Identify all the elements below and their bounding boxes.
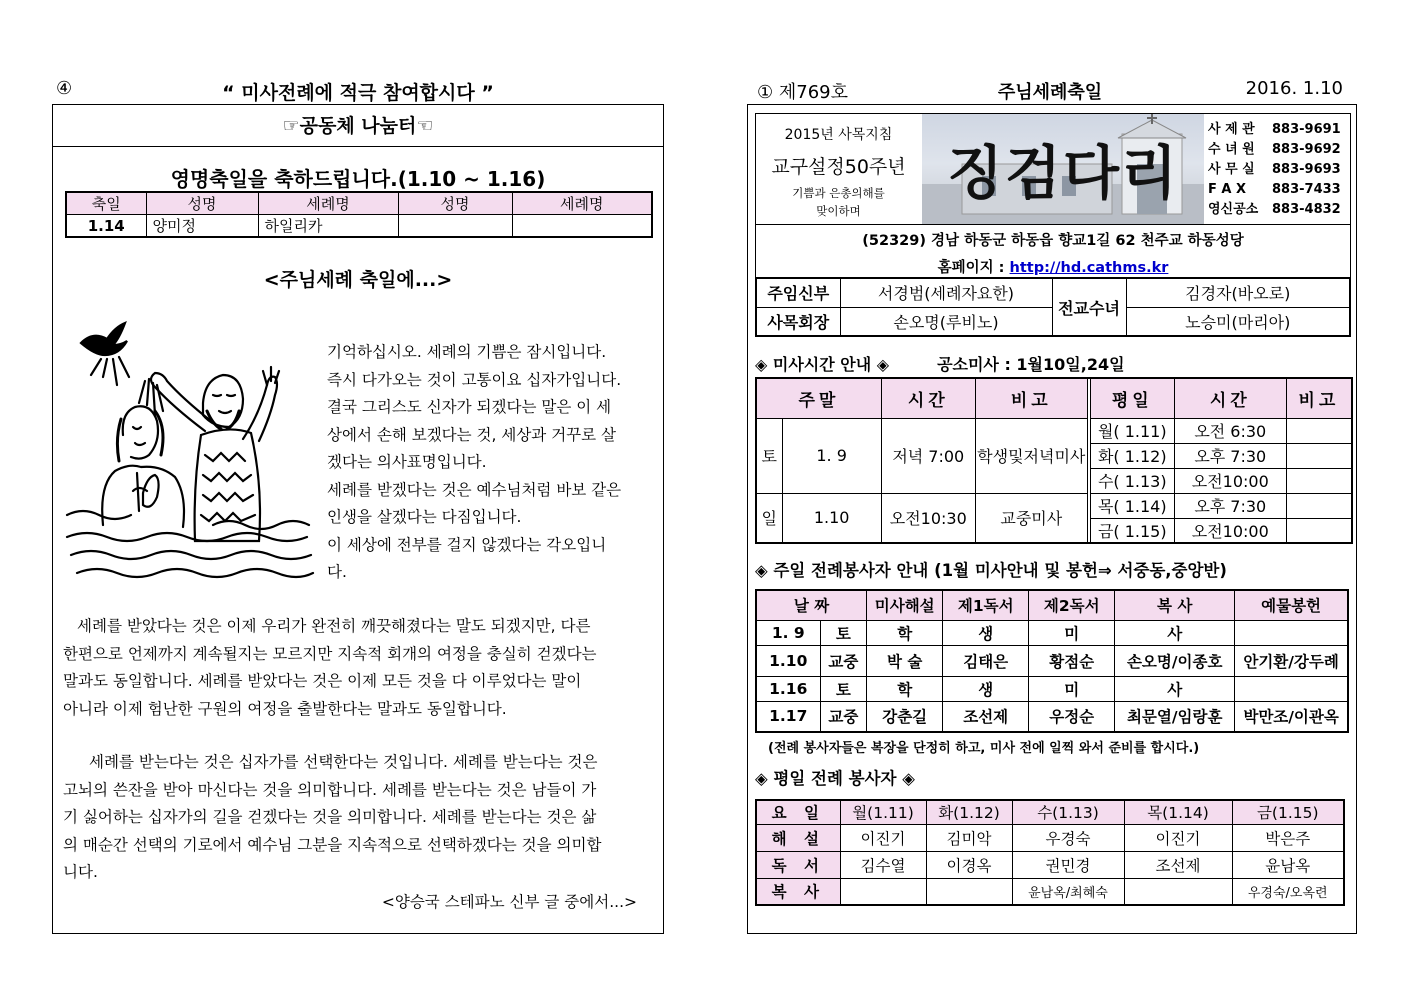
- mass-header-row: [756, 378, 1352, 418]
- server-reading1: 생: [943, 620, 1029, 645]
- table-row: [756, 620, 1348, 645]
- contact-label: 영신공소: [1208, 202, 1259, 217]
- issue-date: 2016. 1.10: [1245, 78, 1343, 99]
- text-line: 인생을 살겠다는 다짐입니다.: [327, 508, 522, 526]
- server-mass-type: 토: [820, 620, 867, 645]
- contact-rectory: [1208, 120, 1350, 140]
- weekday-note-header: 비고: [1286, 378, 1352, 418]
- server-commentator: 박 술: [867, 645, 943, 676]
- page-number: ④: [56, 78, 73, 99]
- server-offering: [1235, 620, 1348, 645]
- weekday-col-mon: 월(1.11): [840, 800, 926, 824]
- contact-office: [1208, 160, 1350, 180]
- weekday-server: 이진기: [1124, 824, 1232, 851]
- text-line: 고뇌의 쓴잔을 받아 마신다는 것을 의미합니다. 세례를 받는다는 것은 남들이 가: [63, 780, 597, 799]
- server-commentator: 학: [867, 676, 943, 701]
- table-row: [756, 676, 1348, 701]
- weekday-header: 평일: [1090, 378, 1174, 418]
- server-reading1: 조선제: [943, 701, 1029, 732]
- mass-time: 오전10:30: [881, 493, 975, 543]
- server-date: 1. 9: [756, 620, 820, 645]
- weekday-note: [1286, 518, 1352, 543]
- pastoral-guideline: [756, 114, 921, 224]
- server-mass-type: 교중: [820, 645, 867, 676]
- feast-header-date: 축일: [66, 192, 146, 215]
- mass-day: 토: [756, 418, 782, 493]
- weekday-server: 윤남옥: [1232, 851, 1344, 878]
- reading2-header: 제2독서: [1029, 590, 1115, 620]
- baptism-illustration: [63, 315, 321, 591]
- role-label: 복 사: [756, 878, 840, 905]
- weekday-server: 이진기: [840, 824, 926, 851]
- weekday-header-row: [756, 800, 1344, 824]
- nun-label: 전교수녀: [1052, 278, 1126, 336]
- homepage-line: [756, 256, 1350, 277]
- baptism-title: <주님세례 축일에...>: [263, 269, 453, 291]
- church-photo: [922, 114, 1204, 224]
- server-offering: 안기환/강두례: [1235, 645, 1348, 676]
- feast-baptismal: 하일리카: [258, 215, 398, 238]
- feast-baptismal-2: [512, 215, 652, 238]
- server-reading1: 김태은: [943, 645, 1029, 676]
- page-slogan: “ 미사전례에 적극 참여합시다 ”: [222, 82, 494, 104]
- text-line: 기억하십시오. 세례의 기쁨은 잠시입니다.: [327, 343, 607, 361]
- guideline-sub-1: 기쁨과 은총의해를: [792, 186, 885, 200]
- text-line: 결국 그리스도 신자가 되겠다는 말은 이 세: [327, 398, 612, 416]
- weekday-servers-heading: ◈ 평일 전례 봉사자 ◈: [755, 769, 915, 788]
- table-row: [66, 215, 652, 238]
- table-row: [756, 824, 1344, 851]
- weekday-time: 오후 7:30: [1174, 443, 1286, 468]
- weekday-server: [840, 878, 926, 905]
- feast-header-row: [66, 192, 652, 215]
- text-line: 이 세상에 전부를 걸지 않겠다는 각오입니: [327, 535, 607, 554]
- text-line: 세례를 받았다는 것은 이제 우리가 완전히 깨끗해졌다는 말도 되겠지만, 다른: [77, 617, 591, 635]
- weekday-day: 월( 1.11): [1090, 418, 1174, 443]
- reading1-header: 제1독서: [943, 590, 1029, 620]
- server-reading2: 미: [1029, 620, 1115, 645]
- contact-label: F A X: [1208, 182, 1247, 197]
- table-row: [756, 278, 1350, 307]
- weekday-time: 오전 6:30: [1174, 418, 1286, 443]
- mass-note: 학생및저녁미사: [975, 418, 1087, 493]
- server-date: 1.16: [756, 676, 820, 701]
- baptism-paragraph-a: [327, 339, 653, 587]
- table-row: [756, 851, 1344, 878]
- pastor-name: 서경범(세례자요한): [840, 278, 1052, 307]
- contact-label: 수 녀 원: [1208, 142, 1255, 157]
- feast-name-2: [398, 215, 512, 238]
- contact-mission: [1208, 200, 1350, 220]
- baptism-paragraph-b: [63, 613, 655, 723]
- role-label: 독 서: [756, 851, 840, 878]
- server-mass-type: 교중: [820, 701, 867, 732]
- contact-number: 883-7433: [1272, 182, 1341, 197]
- servers-header-row: [756, 590, 1348, 620]
- text-line: 세례를 받는다는 것은 십자가를 선택한다는 것입니다. 세례를 받는다는 것은: [89, 753, 598, 771]
- servers-date-header: 날 짜: [756, 590, 867, 620]
- server-date: 1.10: [756, 645, 820, 676]
- pastor-label: 주임신부: [756, 278, 840, 307]
- mass-time: 저녁 7:00: [881, 418, 975, 493]
- community-section: [52, 104, 664, 934]
- bulletin-section: [747, 104, 1357, 934]
- altar-server-header: 복 사: [1115, 590, 1235, 620]
- weekday-col-label: 요 일: [756, 800, 840, 824]
- weekday-server: 김미악: [926, 824, 1012, 851]
- mass-heading-title: ◈ 미사시간 안내 ◈: [755, 355, 890, 374]
- homepage-label: 홈페이지 :: [937, 260, 1010, 276]
- text-line: 즉시 다가오는 것이 고통이요 십자가입니다.: [327, 370, 622, 389]
- contact-list: [1208, 120, 1350, 220]
- weekday-note: [1286, 468, 1352, 493]
- feast-header-baptismal-2: 세례명: [512, 192, 652, 215]
- weekend-note-header: 비고: [975, 378, 1087, 418]
- weekday-col-tue: 화(1.12): [926, 800, 1012, 824]
- source-citation: <양승국 스테파노 신부 글 중에서...>: [381, 893, 637, 911]
- weekday-server: 권민경: [1012, 851, 1124, 878]
- mass-date: 1. 9: [782, 418, 881, 493]
- feast-name-title: 주님세례축일: [997, 82, 1103, 103]
- guideline-motto: 교구설정50주년: [771, 156, 906, 178]
- server-offering: 박만조/이관옥: [1235, 701, 1348, 732]
- server-reading2: 황점순: [1029, 645, 1115, 676]
- servers-note: (전례 봉사자들은 복장을 단정히 하고, 미사 전에 일찍 와서 준비를 합시다.): [768, 741, 1200, 756]
- server-altar: 손오명/이종호: [1115, 645, 1235, 676]
- address-box: [755, 225, 1351, 279]
- mass-day: 일: [756, 493, 782, 543]
- baptism-paragraph-c: [63, 749, 655, 887]
- contact-number: 883-9693: [1272, 162, 1341, 177]
- weekday-time: 오전10:00: [1174, 468, 1286, 493]
- server-altar: 사: [1115, 620, 1235, 645]
- text-line: 다.: [327, 563, 347, 581]
- sunday-servers-table: [755, 589, 1349, 733]
- weekday-col-wed: 수(1.13): [1012, 800, 1124, 824]
- server-altar: 사: [1115, 676, 1235, 701]
- weekend-time-header: 시간: [881, 378, 975, 418]
- bulletin-logo: 징검다리: [946, 139, 1180, 207]
- contact-fax: [1208, 180, 1350, 200]
- mass-schedule-table: [755, 377, 1353, 544]
- offering-header: 예물봉헌: [1235, 590, 1348, 620]
- contact-label: 사 제 관: [1208, 122, 1255, 137]
- contact-number: 883-9691: [1272, 122, 1341, 137]
- text-line: 니다.: [63, 863, 98, 881]
- church-address: (52329) 경남 하동군 하동읍 향교1길 62 천주교 하동성당: [862, 233, 1244, 249]
- weekday-time: 오후 7:30: [1174, 493, 1286, 518]
- weekday-server: [1124, 878, 1232, 905]
- staff-table: [755, 277, 1351, 337]
- servers-heading: ◈ 주일 전례봉사자 안내 (1월 미사안내 및 봉헌⇒ 서중동,중앙반): [755, 561, 1227, 580]
- feast-header-name: 성명: [146, 192, 258, 215]
- weekday-day: 목( 1.14): [1090, 493, 1174, 518]
- nun-name-2: 노승미(마리아): [1126, 307, 1350, 336]
- weekday-note: [1286, 443, 1352, 468]
- commentator-header: 미사해설: [867, 590, 943, 620]
- community-title: ☞공동체 나눔터☜: [53, 105, 663, 147]
- feast-header-baptismal: 세례명: [258, 192, 398, 215]
- text-line: 상에서 손해 보겠다는 것, 세상과 거꾸로 살: [327, 425, 617, 444]
- weekday-col-fri: 금(1.15): [1232, 800, 1344, 824]
- council-name: 손오명(루비노): [840, 307, 1052, 336]
- homepage-link[interactable]: http://hd.cathms.kr: [1009, 260, 1169, 276]
- guideline-sub-2: 맞이하며: [816, 204, 861, 218]
- feast-title: 영명축일을 축하드립니다.(1.10 ~ 1.16): [170, 167, 546, 191]
- table-row: [756, 878, 1344, 905]
- council-label: 사목회장: [756, 307, 840, 336]
- mass-date: 1.10: [782, 493, 881, 543]
- left-page-header: [52, 76, 664, 102]
- mass-heading: [755, 352, 1125, 375]
- table-row: [756, 418, 1352, 443]
- weekday-day: 수( 1.13): [1090, 468, 1174, 493]
- guideline-year: 2015년 사목지침: [784, 127, 893, 143]
- server-altar: 최문열/임랑훈: [1115, 701, 1235, 732]
- text-line: 말과도 동일합니다. 세례를 받았다는 것은 이제 모든 것을 다 이루었다는 말이: [63, 672, 582, 690]
- server-commentator: 학: [867, 620, 943, 645]
- weekday-time: 오전10:00: [1174, 518, 1286, 543]
- issue-number: ① 제769호: [757, 82, 848, 103]
- server-mass-type: 토: [820, 676, 867, 701]
- weekday-note: [1286, 493, 1352, 518]
- weekday-day: 화( 1.12): [1090, 443, 1174, 468]
- contact-convent: [1208, 140, 1350, 160]
- contact-number: 883-4832: [1272, 202, 1341, 217]
- table-row: [756, 493, 1352, 518]
- weekday-server: [926, 878, 1012, 905]
- weekday-col-thu: 목(1.14): [1124, 800, 1232, 824]
- feast-name: 양미정: [146, 215, 258, 238]
- masthead: [755, 113, 1351, 225]
- weekday-day: 금( 1.15): [1090, 518, 1174, 543]
- weekday-server: 박은주: [1232, 824, 1344, 851]
- text-line: 한편으로 언제까지 계속될지는 모르지만 지속적 회개의 여정을 충실히 걷겠다는: [63, 644, 597, 663]
- weekday-server: 조선제: [1124, 851, 1232, 878]
- weekend-header: 주말: [756, 378, 881, 418]
- server-reading1: 생: [943, 676, 1029, 701]
- feast-table: [65, 191, 653, 238]
- weekday-server: 이경옥: [926, 851, 1012, 878]
- weekday-note: [1286, 418, 1352, 443]
- server-reading2: 우정순: [1029, 701, 1115, 732]
- weekday-server: 우경숙: [1012, 824, 1124, 851]
- text-line: 아니라 이제 험난한 구원의 여정을 출발한다는 말과도 동일합니다.: [63, 699, 507, 718]
- mission-mass: 공소미사 : 1월10일,24일: [937, 355, 1125, 374]
- table-row: [756, 701, 1348, 732]
- nun-name-1: 김경자(바오로): [1126, 278, 1350, 307]
- right-page-header: [753, 76, 1347, 102]
- weekday-servers-table: [755, 799, 1345, 906]
- mass-note: 교중미사: [975, 493, 1087, 543]
- server-date: 1.17: [756, 701, 820, 732]
- contact-number: 883-9692: [1272, 142, 1341, 157]
- role-label: 해 설: [756, 824, 840, 851]
- server-reading2: 미: [1029, 676, 1115, 701]
- text-line: 겠다는 의사표명입니다.: [327, 453, 487, 471]
- text-line: 의 매순간 선택의 기로에서 예수님 그분을 지속적으로 선택하겠다는 것을 의미합: [63, 835, 602, 854]
- table-row: [756, 645, 1348, 676]
- server-offering: [1235, 676, 1348, 701]
- weekday-time-header: 시간: [1174, 378, 1286, 418]
- text-line: 기 싫어하는 십자가의 길을 걷겠다는 것을 의미합니다. 세례를 받는다는 것은 삶: [63, 808, 597, 826]
- text-line: 세례를 받겠다는 것은 예수님처럼 바보 같은: [327, 480, 622, 499]
- weekday-server: 우경숙/오옥련: [1232, 878, 1344, 905]
- feast-header-name-2: 성명: [398, 192, 512, 215]
- contact-label: 사 무 실: [1208, 162, 1255, 177]
- server-commentator: 강춘길: [867, 701, 943, 732]
- weekday-server: 김수열: [840, 851, 926, 878]
- weekday-server: 윤남옥/최혜숙: [1012, 878, 1124, 905]
- feast-date: 1.14: [66, 215, 146, 238]
